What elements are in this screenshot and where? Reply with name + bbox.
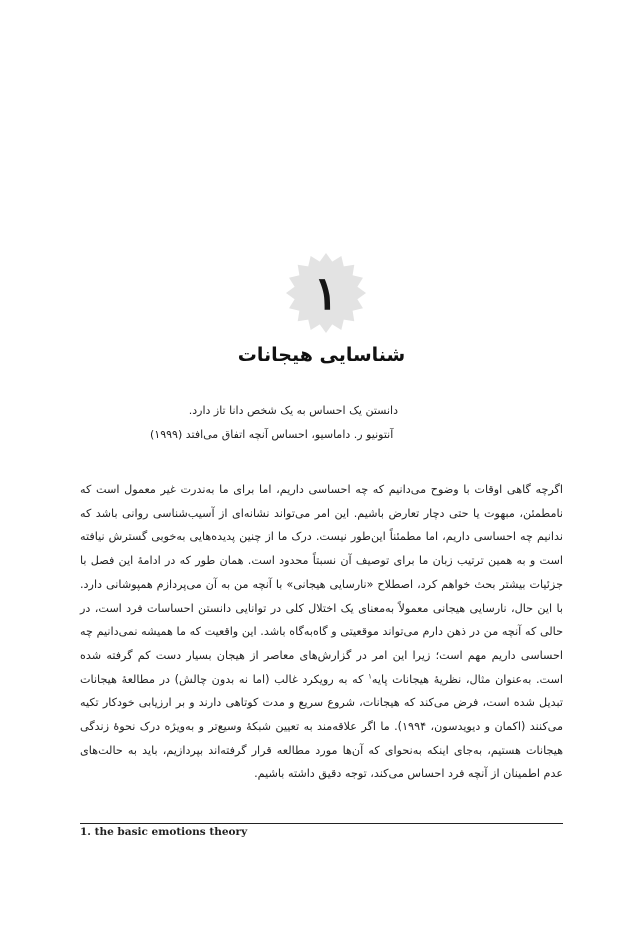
body-text-part-2: که به رویکرد غالب (اما نه بدون چالش) در مطالعهٔ هیجانات تبدیل شده است، فرض می‌کند که هیجانات، شروع سریع و مدت کوتاهی دارند و بر ارزیابی خودکار تکیه می‌کنند (اکمان و دیویدسون، ۱۹۹۴). ما اگر علاقه‌مند به تعیین شبکهٔ وسیع‌تر و به‌ویژه درک نحوهٔ زندگی هیجانات هستیم، به‌جای اینکه به‌نحوای که آن‌ها مورد مطالعه قرار گرفته‌اند بپردازیم، باید به حالت‌های عدم اطمینان از آنچه فرد احساس می‌کند، توجه دقیق داشته باشیم. <box>80 672 563 781</box>
chapter-number: ۱ <box>313 266 339 320</box>
body-text-part-1: اگرچه گاهی اوقات با وضوح می‌دانیم که چه احساسی داریم، اما برای ما به‌ندرت غیر معمول است که نامطمئن، مبهوت یا حتی دچار تعارض باشیم. این امر می‌تواند نشانه‌ای از آسیب‌شناسی روانی باشد که ندانیم چه احساسی داریم، اما مطمئناً این‌طور نیست. درک ما از چنین پدیده‌هایی به‌خوبی گسترش نیافته است و به همین ترتیب زبان ما برای توصیف آن نسبتاً محدود است. همان طور که در ادامهٔ این فصل با جزئیات بیشتر بحث خواهم کرد، اصطلاح «نارسایی هیجانی» با آنچه من به آن می‌پردازم همپوشانی دارد. با این حال، نارسایی هیجانی معمولاً به‌معنای یک اختلال کلی در توانایی دانستن احساسات فرد است، در حالی که آنچه من در ذهن دارم می‌تواند موقعیتی و گاه‌به‌گاه باشد. این واقعیت که ما همیشه نمی‌دانیم چه احساسی داریم مهم است؛ زیرا این امر در گزارش‌های معاصر از هیجان بسیار دست کم گرفته شده است. به‌عنوان مثال، نظریهٔ هیجانات پایه <box>80 483 564 686</box>
footnote: 1. the basic emotions theory <box>80 826 248 838</box>
epigraph-quote: دانستن یک احساس به یک شخص دانا تاز دارد. <box>188 404 398 417</box>
footnote-marker: ۱ <box>368 671 372 680</box>
footnote-divider <box>80 823 563 824</box>
chapter-title: شناسایی هیجانات <box>237 344 406 366</box>
epigraph-source: آنتونیو ر. داماسیو، احساس آنچه اتفاق می‌افتد (۱۹۹۹) <box>150 428 394 441</box>
body-paragraph <box>80 478 563 786</box>
